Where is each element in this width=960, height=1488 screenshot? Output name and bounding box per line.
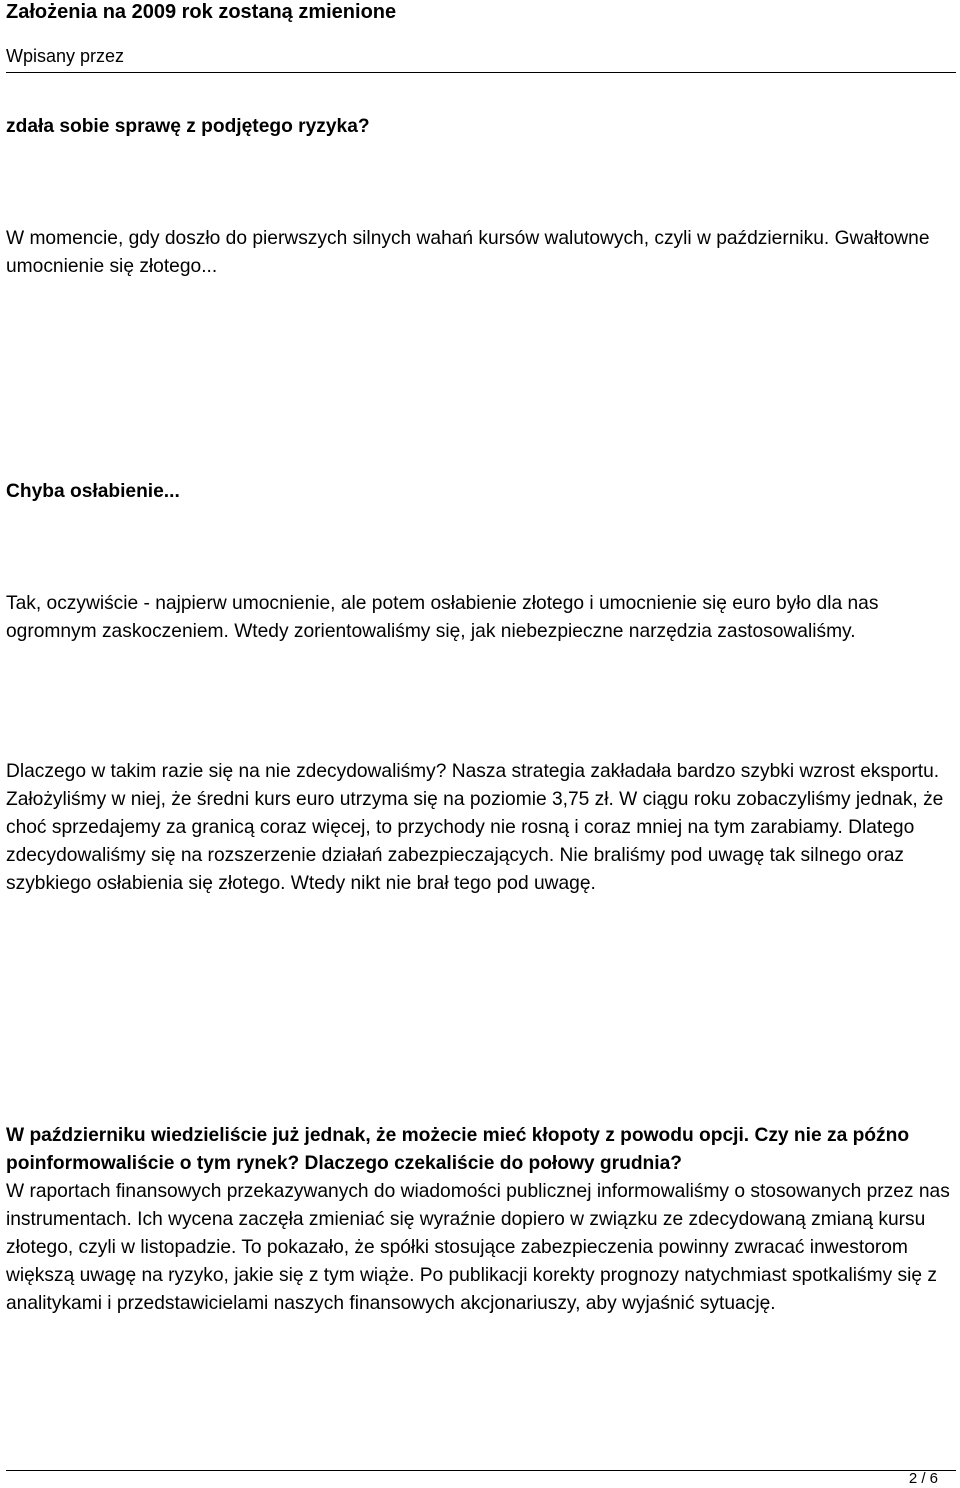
header-divider bbox=[6, 72, 956, 73]
author-byline: Wpisany przez bbox=[6, 46, 125, 66]
footer-divider bbox=[6, 1470, 956, 1471]
document-title: Założenia na 2009 rok zostaną zmienione bbox=[6, 1, 397, 23]
question-paragraph: W październiku wiedzieliście już jednak, że możecie mieć kłopoty z powodu opcji. Czy nie za późno poinformowaliście o tym rynek? Dlaczego czekaliście do połowy grudnia? bbox=[6, 1125, 910, 1174]
question-paragraph: Chyba osłabienie... bbox=[6, 481, 180, 502]
answer-paragraph: W raportach finansowych przekazywanych do wiadomości publicznej informowaliśmy o stosowanych przez nas instrumentach. Ich wycena zaczęła zmieniać się wyraźnie dopiero w związku ze zdecydowaną zmianą kursu złotego, czyli w listopadzie. To pokazało, że spółki stosujące zabezpieczenia powinny zwracać inwestorom większą uwagę na ryzyko, jakie się z tym wiąże. Po publikacji korekty prognozy natychmiast spotkaliśmy się z analitykami i przedstawicielami naszych finansowych akcjonariuszy, aby wyjaśnić sytuację. bbox=[6, 1181, 950, 1314]
answer-paragraph: Dlaczego w takim razie się na nie zdecydowaliśmy? Nasza strategia zakładała bardzo szybki wzrost eksportu. Założyliśmy w niej, że średni kurs euro utrzyma się na poziomie 3,75 zł. W ciągu roku zobaczyliśmy jednak, że choć sprzedajemy za granicą coraz więcej, to przychody nie rosną i coraz mniej na tym zarabiamy. Dlatego zdecydowaliśmy się na rozszerzenie działań zabezpieczających. Nie braliśmy pod uwagę tak silnego oraz szybkiego osłabienia się złotego. Wtedy nikt nie brał tego pod uwagę. bbox=[6, 761, 944, 894]
answer-paragraph: Tak, oczywiście - najpierw umocnienie, ale potem osłabienie złotego i umocnienie się euro było dla nas ogromnym zaskoczeniem. Wtedy zorientowaliśmy się, jak niebezpieczne narzędzia zastosowaliśmy. bbox=[6, 593, 879, 642]
answer-paragraph: W momencie, gdy doszło do pierwszych silnych wahań kursów walutowych, czyli w październiku. Gwałtowne umocnienie się złotego... bbox=[6, 228, 930, 277]
question-paragraph: zdała sobie sprawę z podjętego ryzyka? bbox=[6, 116, 370, 137]
page-number: 2 / 6 bbox=[908, 1470, 938, 1487]
